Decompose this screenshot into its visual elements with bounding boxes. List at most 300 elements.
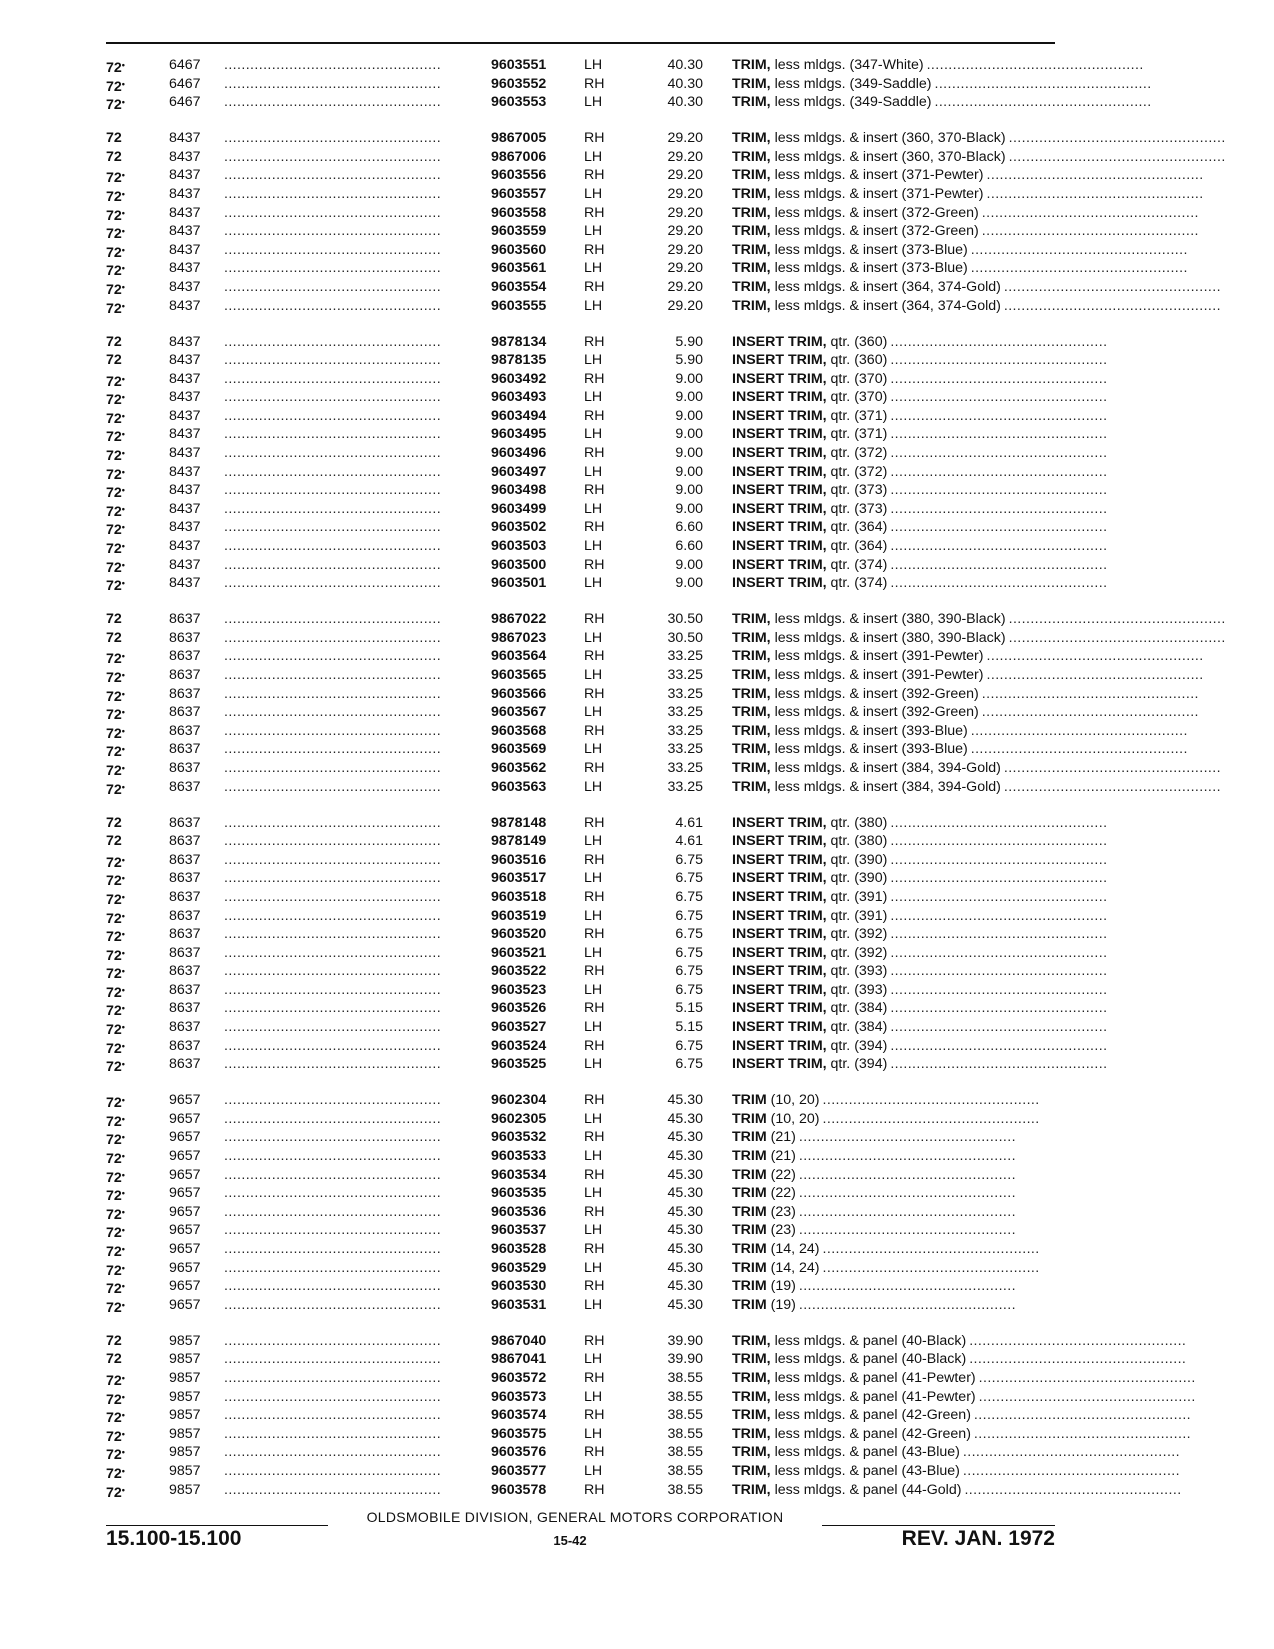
part-number: 9603518 [491,888,547,905]
part-number: 9603573 [491,1388,547,1405]
dot-leader: .................................................. [798,1296,1016,1313]
dot-leader: .................................................. [224,1185,442,1202]
table-row [106,1128,1055,1147]
list-price: 40.30 [667,94,703,111]
model-year-value: 72 [106,1465,122,1482]
side-code: RH [584,1037,605,1054]
side-code: RH [584,1407,605,1424]
model-year-value: 72 [106,373,122,390]
part-name: TRIM, [732,75,771,92]
side-code: RH [584,1203,605,1220]
list-price: 9.00 [675,426,703,443]
part-detail: less mldgs. & insert (364, 374-Gold) [770,278,1001,295]
model-year-value: 72 [106,1484,122,1501]
dot-leader: .................................................. [224,907,442,924]
description-text [732,1147,796,1166]
part-name: INSERT TRIM, [732,1056,827,1073]
dot-leader: .................................................. [224,57,442,73]
list-price: 29.20 [667,297,703,314]
description-text [732,56,924,75]
list-price: 5.90 [675,352,703,369]
side-code: RH [584,482,605,499]
new-part-marker: • [121,503,125,514]
table-row [106,222,1199,243]
part-name: TRIM, [732,57,771,73]
description-text [732,925,887,944]
new-part-marker: • [121,1022,125,1033]
new-part-marker: • [121,1095,125,1106]
new-part-marker: • [121,559,125,570]
dot-leader: .................................................. [890,389,1108,406]
description-text [732,463,887,482]
part-description [732,370,1156,389]
side-code: LH [584,741,603,758]
part-detail: less mldgs. & insert (372-Green) [770,223,979,240]
table-row [106,241,1188,261]
table-row [106,297,1221,317]
side-code: LH [584,1185,603,1202]
new-part-marker: • [121,1465,125,1476]
body-style: 8437 [169,185,201,202]
body-style: 9857 [169,1332,201,1349]
list-price: 40.30 [667,75,703,92]
body-style: 8637 [169,1056,201,1073]
part-detail: qtr. (394) [826,1037,888,1054]
new-part-marker: • [121,485,125,496]
list-price: 33.25 [667,759,703,776]
new-part-marker: • [121,688,125,699]
dot-leader: .................................................. [798,1203,1016,1220]
part-name: TRIM, [732,130,771,147]
list-price: 38.55 [667,1481,703,1498]
dot-leader: .................................................. [224,278,442,295]
list-price: 45.30 [667,1092,703,1109]
model-year-value: 72 [106,984,122,1001]
part-description [732,166,1204,185]
part-number: 9603537 [491,1222,547,1239]
description-text [732,1406,971,1425]
dot-leader: .................................................. [224,1369,442,1386]
description-text [732,962,887,981]
list-price: 9.00 [675,389,703,406]
dot-leader: .................................................. [224,704,442,721]
table-row [106,981,1108,1001]
dot-leader: .................................................. [890,463,1108,480]
part-number: 9603574 [491,1407,547,1424]
model-year-value: 72 [106,1410,122,1427]
dot-leader: .................................................. [798,1185,1016,1202]
description-text [732,832,887,851]
part-description [732,537,1156,556]
part-detail: qtr. (371) [826,426,888,443]
table-row [106,333,1108,352]
side-code: RH [584,1481,605,1498]
part-detail: less mldgs. & panel (44-Gold) [770,1481,962,1498]
part-name: TRIM, [732,1388,771,1405]
dot-leader: .................................................. [224,1166,442,1183]
part-description [732,278,1221,297]
part-number: 9603532 [491,1129,547,1146]
dot-leader: .................................................. [224,944,442,961]
part-name: INSERT TRIM, [732,1000,827,1017]
description-text [732,888,887,907]
part-number: 9603575 [491,1425,547,1442]
dot-leader: .................................................. [224,167,442,184]
side-code: LH [584,223,603,240]
part-name: INSERT TRIM, [732,575,827,592]
model-year [106,333,150,352]
part-name: TRIM, [732,685,771,702]
new-part-marker: • [121,891,125,902]
list-price: 5.15 [675,1000,703,1017]
body-style: 9857 [169,1425,201,1442]
model-year-value: 72 [106,629,122,646]
dot-leader: .................................................. [224,759,442,776]
part-number: 9603519 [491,907,547,924]
part-description [732,647,1204,666]
list-price: 38.55 [667,1444,703,1461]
description-text [732,1091,820,1110]
side-code: RH [584,167,605,184]
part-name: TRIM [732,1185,767,1202]
body-style: 8637 [169,888,201,905]
part-description [732,981,1156,1000]
dot-leader: .................................................. [224,685,442,702]
model-year [106,93,150,115]
side-code: RH [584,648,605,665]
footer-rule-right [822,1525,1055,1526]
part-detail: qtr. (364) [826,538,888,555]
part-description [732,500,1156,519]
part-detail: less mldgs. (347-White) [770,57,924,73]
side-code: RH [584,1332,605,1349]
description-text [732,814,887,833]
dot-leader: .................................................. [798,1129,1016,1146]
dot-leader: .................................................. [224,130,442,147]
list-price: 45.30 [667,1259,703,1276]
part-number: 9603501 [491,575,547,592]
body-style: 9657 [169,1203,201,1220]
body-style: 6467 [169,94,201,111]
part-name: TRIM, [732,1425,771,1442]
description-text [732,1388,976,1407]
dot-leader: .................................................. [224,1388,442,1405]
table-row [106,407,1108,427]
table-row [106,759,1221,779]
body-style: 8637 [169,907,201,924]
list-price: 38.55 [667,1388,703,1405]
new-part-marker: • [121,1169,125,1180]
dot-leader: .................................................. [224,851,442,868]
part-detail: qtr. (370) [826,389,888,406]
part-detail: less mldgs. & insert (391-Pewter) [770,648,984,665]
part-number: 9603495 [491,426,547,443]
part-name: TRIM, [732,1351,771,1368]
description-text [732,278,1001,297]
model-year-value: 72 [106,485,122,502]
new-part-marker: • [121,392,125,403]
part-description [732,1147,1156,1166]
body-style: 9857 [169,1369,201,1386]
table-row [106,425,1108,446]
part-number: 9603525 [491,1056,547,1073]
part-detail: (21) [766,1148,796,1165]
list-price: 5.90 [675,333,703,350]
description-text [732,666,984,685]
dot-leader: .................................................. [978,1388,1196,1405]
model-year-value: 72 [106,1095,122,1112]
dot-leader: .................................................. [970,741,1188,758]
side-code: RH [584,926,605,943]
new-part-marker: • [121,984,125,995]
dot-leader: .................................................. [890,944,1108,961]
part-detail: less mldgs. & panel (42-Green) [770,1407,971,1424]
table-row [106,666,1204,686]
dot-leader: .................................................. [224,426,442,443]
dot-leader: .................................................. [224,1407,442,1424]
part-description [732,333,1156,352]
part-detail: (14, 24) [766,1259,820,1276]
dot-leader: .................................................. [224,223,442,240]
new-part-marker: • [121,60,125,70]
side-code: LH [584,1351,603,1368]
model-year [106,297,150,319]
description-text [732,1110,820,1129]
part-name: TRIM, [732,1369,771,1386]
dot-leader: .................................................. [224,538,442,555]
dot-leader: .................................................. [973,1425,1192,1442]
part-detail: qtr. (371) [826,407,888,424]
part-name: TRIM, [732,629,771,646]
part-detail: qtr. (384) [826,1019,888,1036]
table-row [106,148,1226,167]
part-description [732,574,1156,593]
part-description [732,999,1156,1018]
dot-leader: .................................................. [890,1000,1108,1017]
part-detail: less mldgs. & panel (43-Blue) [770,1462,960,1479]
description-text [732,388,887,407]
dot-leader: .................................................. [224,981,442,998]
model-year-value: 72 [106,263,122,280]
new-part-marker: • [121,244,125,255]
body-style: 8637 [169,814,201,831]
description-text [732,1296,796,1315]
table-row [106,1369,1196,1389]
part-detail: qtr. (370) [826,370,888,387]
new-part-marker: • [121,781,125,792]
dot-leader: .................................................. [962,1444,1180,1461]
dot-leader: .................................................. [224,778,442,795]
body-style: 8637 [169,944,201,961]
table-row [106,851,1108,871]
part-name: INSERT TRIM, [732,500,827,517]
part-name: INSERT TRIM, [732,870,827,887]
table-row [106,925,1108,946]
part-number: 9867023 [491,629,547,646]
description-text [732,1425,971,1444]
model-year-value: 72 [106,929,122,946]
part-name: TRIM, [732,167,771,184]
body-style: 8437 [169,389,201,406]
new-part-marker: • [121,263,125,274]
table-row [106,166,1204,187]
part-name: TRIM, [732,722,771,739]
new-part-marker: • [121,188,125,199]
dot-leader: .................................................. [224,1444,442,1461]
table-row [106,888,1108,908]
description-text [732,944,887,963]
part-name: TRIM [732,1222,767,1239]
part-detail: less mldgs. & insert (373-Blue) [770,241,968,258]
side-code: RH [584,611,605,628]
part-number: 9878135 [491,352,547,369]
list-price: 33.25 [667,704,703,721]
description-text [732,740,968,759]
part-description [732,888,1156,907]
part-name: TRIM, [732,1481,771,1498]
body-style: 8637 [169,833,201,850]
description-text [732,297,1001,316]
side-code: LH [584,666,603,683]
new-part-marker: • [121,966,125,977]
list-price: 45.30 [667,1203,703,1220]
part-description [732,222,1199,241]
new-part-marker: • [121,1410,125,1421]
dot-leader: .................................................. [224,611,442,628]
list-price: 45.30 [667,1166,703,1183]
table-row [106,647,1204,668]
parts-group [106,814,1108,1076]
part-number: 9603536 [491,1203,547,1220]
part-description [732,1128,1156,1147]
model-year-value: 72 [106,854,122,871]
description-text [732,1481,961,1500]
model-year-value: 72 [106,1169,122,1186]
part-detail: (22) [766,1166,796,1183]
part-description [732,1369,1196,1388]
list-price: 6.75 [675,1037,703,1054]
list-price: 30.50 [667,611,703,628]
dot-leader: .................................................. [986,648,1204,665]
list-price: 33.25 [667,648,703,665]
part-detail: less mldgs. & panel (41-Pewter) [770,1388,976,1405]
list-price: 6.75 [675,944,703,961]
part-name: INSERT TRIM, [732,389,827,406]
list-price: 29.20 [667,130,703,147]
dot-leader: .................................................. [224,1056,442,1073]
table-row [106,1443,1180,1464]
dot-leader: .................................................. [798,1278,1016,1295]
part-description [732,1350,1187,1369]
body-style: 8637 [169,778,201,795]
dot-leader: .................................................. [890,1037,1108,1054]
new-part-marker: • [121,522,125,533]
part-number: 9867040 [491,1332,547,1349]
part-detail: less mldgs. & panel (42-Green) [770,1425,971,1442]
model-year-value: 72 [106,244,122,261]
table-row [106,259,1188,280]
dot-leader: .................................................. [1003,297,1221,314]
part-number: 9603530 [491,1278,547,1295]
part-detail: less mldgs. & panel (41-Pewter) [770,1369,976,1386]
new-part-marker: • [121,207,125,218]
part-description [732,1443,1180,1462]
part-name: INSERT TRIM, [732,333,827,350]
description-text [732,407,887,426]
dot-leader: .................................................. [224,500,442,517]
dot-leader: .................................................. [890,426,1108,443]
part-detail: less mldgs. & insert (391-Pewter) [770,666,984,683]
dot-leader: .................................................. [224,260,442,277]
part-detail: qtr. (391) [826,888,888,905]
description-text [732,75,932,94]
parts-list [106,56,1226,1516]
part-number: 9603576 [491,1444,547,1461]
part-number: 9603567 [491,704,547,721]
model-year-value: 72 [106,578,122,595]
part-description [732,944,1156,963]
list-price: 33.25 [667,722,703,739]
description-text [732,1221,796,1240]
body-style: 9657 [169,1296,201,1313]
dot-leader: .................................................. [224,297,442,314]
side-code: LH [584,1425,603,1442]
body-style: 8437 [169,500,201,517]
side-code: RH [584,1166,605,1183]
part-detail: less mldgs. (349-Saddle) [770,94,932,111]
list-price: 29.20 [667,185,703,202]
model-year-value: 72 [106,1151,122,1168]
new-part-marker: • [121,707,125,718]
model-year-value: 72 [106,1428,122,1445]
dot-leader: .................................................. [224,833,442,850]
body-style: 9657 [169,1166,201,1183]
part-detail: qtr. (360) [826,352,888,369]
part-detail: qtr. (364) [826,519,888,536]
description-text [732,981,887,1000]
part-description [732,1203,1156,1222]
model-year-value: 72 [106,541,122,558]
part-detail: less mldgs. & insert (392-Green) [770,704,979,721]
dot-leader: .................................................. [890,963,1108,980]
model-year-value: 72 [106,669,122,686]
body-style: 6467 [169,57,201,73]
part-name: TRIM [732,1240,767,1257]
model-year [106,129,150,148]
list-price: 45.30 [667,1185,703,1202]
new-part-marker: • [121,429,125,440]
body-style: 8637 [169,926,201,943]
part-name: TRIM [732,1092,767,1109]
part-name: TRIM [732,1166,767,1183]
description-text [732,629,1006,648]
table-row [106,278,1221,298]
part-name: TRIM, [732,241,771,258]
table-row [106,93,1152,114]
part-description [732,444,1156,463]
description-text [732,1203,796,1222]
new-part-marker: • [121,1299,125,1310]
dot-leader: .................................................. [962,1462,1180,1479]
table-row [106,962,1108,983]
part-description [732,518,1156,537]
dot-leader: .................................................. [224,1092,442,1109]
dot-leader: .................................................. [970,260,1188,277]
part-name: TRIM, [732,1462,771,1479]
part-number: 9603562 [491,759,547,776]
side-code: LH [584,1462,603,1479]
body-style: 8637 [169,1037,201,1054]
